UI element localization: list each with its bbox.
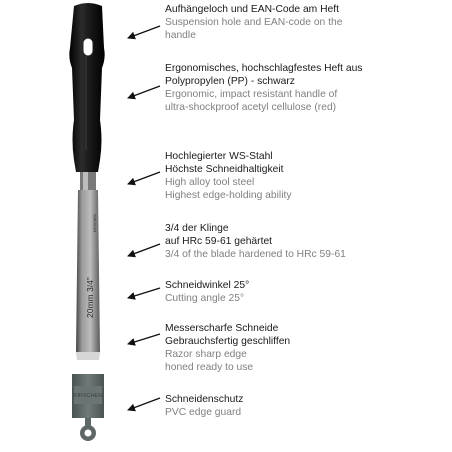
callout-german-line: Hochlegierter WS-Stahl xyxy=(165,151,273,162)
arrow-edge-guard xyxy=(128,398,160,410)
callout-steel xyxy=(165,150,449,202)
callout-german-line: 3/4 der Klinge xyxy=(165,223,229,234)
suspension-hole xyxy=(83,38,93,56)
callout-english-line: Ergonomic, impact resistant handle of xyxy=(165,89,338,100)
callout-english-line: Razor sharp edge xyxy=(165,349,247,360)
callout-arrows xyxy=(128,26,160,410)
ferrule xyxy=(80,172,96,190)
callout-german-line: Höchste Schneidhaltigkeit xyxy=(165,164,284,175)
callout-english-line: ultra-shockproof acetyl cellulose (red) xyxy=(165,102,337,113)
callout-german-line: auf HRc 59-61 gehärtet xyxy=(165,236,273,247)
callout-hardened xyxy=(165,222,449,261)
callout-german-line: Schneidenschutz xyxy=(165,394,244,405)
guard-engraving: KIRSCHEN xyxy=(73,393,103,399)
callout-edge-guard xyxy=(165,393,449,419)
callout-english-line: 3/4 of the blade hardened to HRc 59-61 xyxy=(165,249,346,260)
callout-english-line: High alloy tool steel xyxy=(165,177,255,188)
callout-sharp-edge xyxy=(165,322,449,374)
callout-handle xyxy=(165,62,449,114)
callout-german-line: Ergonomisches, hochschlagfestes Heft aus xyxy=(165,63,363,74)
callout-german-line: Messerscharfe Schneide xyxy=(165,323,279,334)
arrow-steel xyxy=(128,172,160,184)
callout-english-line: honed ready to use xyxy=(165,362,254,373)
arrow-handle xyxy=(128,86,160,98)
arrow-sharp-edge xyxy=(128,334,160,344)
callout-english-line: Highest edge-holding ability xyxy=(165,190,292,201)
callout-german-line: Gebrauchsfertig geschliffen xyxy=(165,336,291,347)
blade xyxy=(76,190,100,360)
callout-german-line: Aufhängeloch und EAN-Code am Heft xyxy=(165,4,340,15)
callout-cutting-angle xyxy=(165,279,449,305)
callout-english-line: Suspension hole and EAN-code on the xyxy=(165,17,343,28)
arrow-suspension-hole xyxy=(128,26,160,38)
callout-suspension-hole xyxy=(165,3,449,42)
edge-guard xyxy=(72,374,104,441)
callout-german-line: Polypropylen (PP) - schwarz xyxy=(165,76,295,87)
callout-english-line: PVC edge guard xyxy=(165,407,242,418)
arrow-hardened xyxy=(128,244,160,256)
arrow-cutting-angle xyxy=(128,288,160,298)
callout-german-line: Schneidwinkel 25° xyxy=(165,280,250,291)
callout-english-line: Cutting angle 25° xyxy=(165,293,245,304)
blade-small-engraving: KIRSCHEN xyxy=(93,213,97,232)
blade-engraving: 20mm 3/4" xyxy=(85,277,95,318)
callout-english-line: handle xyxy=(165,30,196,41)
handle xyxy=(69,3,104,172)
